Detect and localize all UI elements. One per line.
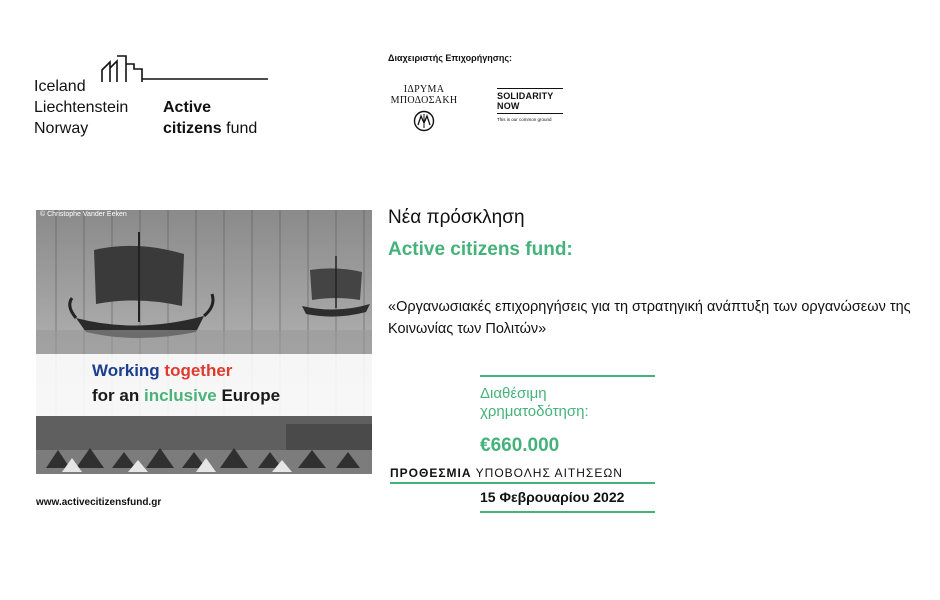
banner-word-inclusive: inclusive <box>143 386 217 405</box>
divider-top <box>480 375 655 377</box>
fund-name-line1: Active <box>163 99 212 116</box>
banner-line2 <box>92 386 280 406</box>
banner-word-europe: Europe <box>221 386 281 405</box>
deadline-label <box>390 466 623 480</box>
deadline-label-rest: ΥΠΟΒΟΛΗΣ ΑΙΤΗΣΕΩΝ <box>471 466 623 480</box>
solidarity-tagline: This is our common ground <box>497 117 552 122</box>
deadline-date: 15 Φεβρουαρίου 2022 <box>480 489 625 505</box>
operator-title: Διαχειριστής Επιχορήγησης: <box>388 53 513 63</box>
solidarity-now-logo <box>497 88 577 123</box>
available-funding-label-line1: Διαθέσιμη <box>480 385 547 402</box>
photo-credit: © Christophe Vander Eeken <box>40 211 127 218</box>
banner-word-working: Working <box>92 361 160 380</box>
funding-amount: €660.000 <box>480 435 560 456</box>
bodossaki-logo <box>388 84 460 137</box>
fund-name-fund: fund <box>221 120 258 137</box>
divider-bottom <box>480 511 655 513</box>
call-title: Νέα πρόσκληση <box>388 207 525 228</box>
website-link[interactable]: www.activecitizensfund.gr <box>36 497 162 508</box>
call-description: «Οργανωσιακές επιχορηγήσεις για τη στρατηγική ανάπτυξη των οργανώσεων της Κοινωνίας των Πολιτών» <box>388 299 911 337</box>
banner-word-together: together <box>164 361 233 380</box>
solidarity-name-line2: NOW <box>497 101 520 111</box>
eea-countries <box>34 76 128 139</box>
bodossaki-line2: ΜΠΟΔΟΣΑΚΗ <box>390 95 458 106</box>
country-liechtenstein: Liechtenstein <box>34 99 129 116</box>
fund-title: Active citizens fund: <box>388 239 573 260</box>
solidarity-name-line1: SOLIDARITY <box>497 91 554 101</box>
available-funding-label-line2: χρηματοδότηση: <box>480 403 589 420</box>
hero-photo <box>36 210 372 474</box>
deadline-label-bold: ΠΡΟΘΕΣΜΙΑ <box>390 466 472 480</box>
bodossaki-line1: ΙΔΡΥΜΑ <box>403 84 445 95</box>
bodossaki-emblem-icon <box>413 110 435 132</box>
fund-name-citizens: citizens <box>163 120 222 137</box>
country-iceland: Iceland <box>34 78 86 95</box>
eea-fund-name <box>163 97 257 139</box>
banner-word-for-an: for an <box>92 386 140 405</box>
banner-line1 <box>92 361 232 381</box>
country-norway: Norway <box>34 120 89 137</box>
divider-middle <box>390 482 655 484</box>
